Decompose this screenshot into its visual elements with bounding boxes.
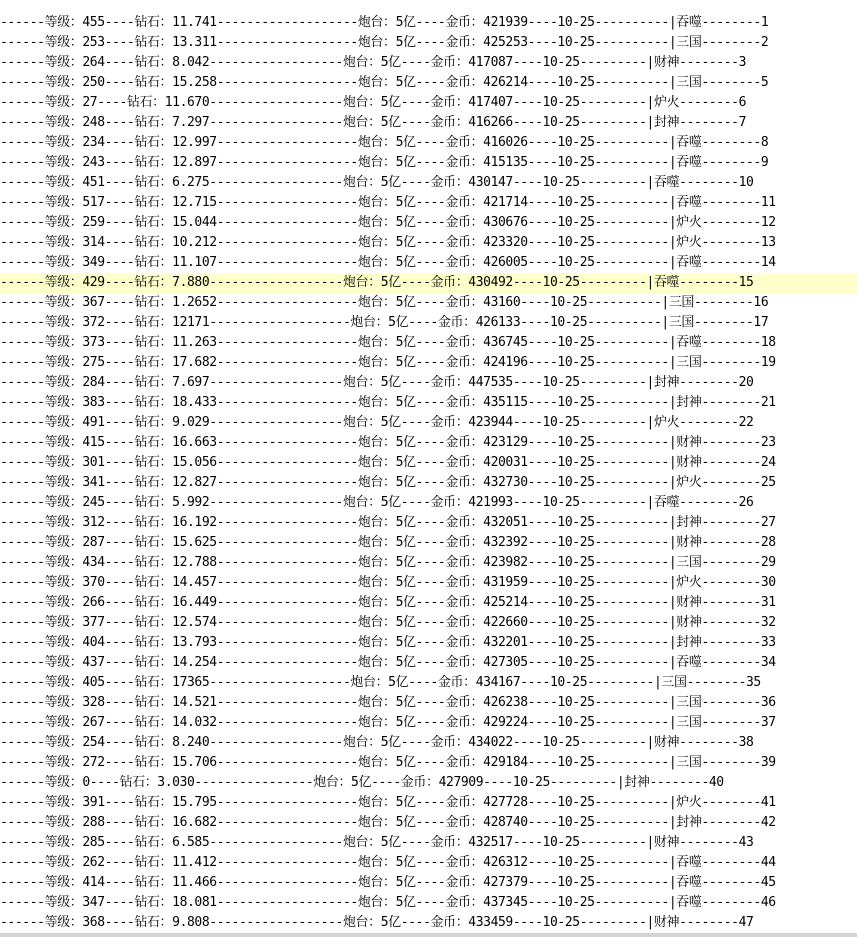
text-line-highlighted[interactable]: ------等级：429----钻石：7.880------------------炮台：5亿----金币：430492----10-25---------|吞噬--------15 [0,273,857,293]
text-line[interactable]: ------等级：455----钻石：11.741-------------------炮台：5亿----金币：421939----10-25----------|吞噬--------1 [0,15,769,30]
text-line[interactable]: ------等级：262----钻石：11.412-------------------炮台：5亿----金币：426312----10-25----------|吞噬--------44 [0,855,776,870]
text-line[interactable]: ------等级：373----钻石：11.263-------------------炮台：5亿----金币：436745----10-25----------|吞噬--------18 [0,335,776,350]
text-line[interactable]: ------等级：377----钻石：12.574-------------------炮台：5亿----金币：422660----10-25----------|财神--------32 [0,615,776,630]
text-document[interactable] [0,13,857,933]
text-line[interactable]: ------等级：254----钻石：8.240------------------炮台：5亿----金币：434022----10-25---------|财神--------38 [0,735,754,750]
text-line[interactable]: ------等级：383----钻石：18.433-------------------炮台：5亿----金币：435115----10-25----------|封神--------21 [0,395,776,410]
text-line[interactable]: ------等级：264----钻石：8.042------------------炮台：5亿----金币：417087----10-25---------|财神--------3 [0,55,747,70]
text-line[interactable]: ------等级：451----钻石：6.275------------------炮台：5亿----金币：430147----10-25---------|吞噬--------10 [0,175,754,190]
text-line[interactable]: ------等级：370----钻石：14.457-------------------炮台：5亿----金币：431959----10-25----------|炉火--------30 [0,575,776,590]
text-line[interactable]: ------等级：287----钻石：15.625-------------------炮台：5亿----金币：432392----10-25----------|财神--------28 [0,535,776,550]
text-line[interactable]: ------等级：301----钻石：15.056-------------------炮台：5亿----金币：420031----10-25----------|财神--------24 [0,455,776,470]
text-line[interactable]: ------等级：434----钻石：12.788-------------------炮台：5亿----金币：423982----10-25----------|三国--------29 [0,555,776,570]
text-line[interactable]: ------等级：288----钻石：16.682-------------------炮台：5亿----金币：428740----10-25----------|封神--------42 [0,815,776,830]
text-line[interactable]: ------等级：253----钻石：13.311-------------------炮台：5亿----金币：425253----10-25----------|三国--------2 [0,35,769,50]
text-line[interactable]: ------等级：349----钻石：11.107-------------------炮台：5亿----金币：426005----10-25----------|吞噬--------14 [0,255,776,270]
text-line[interactable]: ------等级：245----钻石：5.992------------------炮台：5亿----金币：421993----10-25---------|吞噬--------26 [0,495,754,510]
text-line[interactable]: ------等级：328----钻石：14.521-------------------炮台：5亿----金币：426238----10-25----------|三国--------36 [0,695,776,710]
text-line[interactable]: ------等级：284----钻石：7.697------------------炮台：5亿----金币：447535----10-25---------|封神--------20 [0,375,754,390]
text-line[interactable]: ------等级：404----钻石：13.793-------------------炮台：5亿----金币：432201----10-25----------|封神--------33 [0,635,776,650]
text-line[interactable]: ------等级：517----钻石：12.715-------------------炮台：5亿----金币：421714----10-25----------|吞噬--------11 [0,195,776,210]
text-line[interactable]: ------等级：0----钻石：3.030----------------炮台：5亿----金币：427909----10-25---------|封神--------40 [0,775,724,790]
text-line[interactable]: ------等级：272----钻石：15.706-------------------炮台：5亿----金币：429184----10-25----------|三国--------39 [0,755,776,770]
text-line[interactable]: ------等级：415----钻石：16.663-------------------炮台：5亿----金币：423129----10-25----------|财神--------23 [0,435,776,450]
text-line[interactable]: ------等级：27----钻石：11.670------------------炮台：5亿----金币：417407----10-25---------|炉火--------6 [0,95,747,110]
text-line[interactable]: ------等级：312----钻石：16.192-------------------炮台：5亿----金币：432051----10-25----------|封神--------27 [0,515,776,530]
text-line[interactable]: ------等级：250----钻石：15.258-------------------炮台：5亿----金币：426214----10-25----------|三国--------5 [0,75,769,90]
text-line[interactable]: ------等级：414----钻石：11.466-------------------炮台：5亿----金币：427379----10-25----------|吞噬--------45 [0,875,776,890]
text-line[interactable]: ------等级：243----钻石：12.897-------------------炮台：5亿----金币：415135----10-25----------|吞噬--------9 [0,155,769,170]
text-line[interactable]: ------等级：259----钻石：15.044-------------------炮台：5亿----金币：430676----10-25----------|炉火--------12 [0,215,776,230]
horizontal-scrollbar[interactable] [0,933,857,937]
text-line[interactable]: ------等级：347----钻石：18.081-------------------炮台：5亿----金币：437345----10-25----------|吞噬--------46 [0,895,776,910]
text-line[interactable]: ------等级：275----钻石：17.682-------------------炮台：5亿----金币：424196----10-25----------|三国--------19 [0,355,776,370]
text-line[interactable]: ------等级：234----钻石：12.997-------------------炮台：5亿----金币：416026----10-25----------|吞噬--------8 [0,135,769,150]
text-line[interactable]: ------等级：285----钻石：6.585------------------炮台：5亿----金币：432517----10-25---------|财神--------43 [0,835,754,850]
text-line[interactable]: ------等级：491----钻石：9.029------------------炮台：5亿----金币：423944----10-25---------|炉火--------22 [0,415,754,430]
text-line[interactable]: ------等级：266----钻石：16.449-------------------炮台：5亿----金币：425214----10-25----------|财神--------31 [0,595,776,610]
text-line[interactable]: ------等级：437----钻石：14.254-------------------炮台：5亿----金币：427305----10-25----------|吞噬--------34 [0,655,776,670]
text-line[interactable]: ------等级：391----钻石：15.795-------------------炮台：5亿----金币：427728----10-25----------|炉火--------41 [0,795,776,810]
text-line[interactable]: ------等级：267----钻石：14.032-------------------炮台：5亿----金币：429224----10-25----------|三国--------37 [0,715,776,730]
text-line[interactable]: ------等级：367----钻石：1.2652-------------------炮台：5亿----金币：43160----10-25----------|三国--------16 [0,295,769,310]
text-line[interactable]: ------等级：405----钻石：17365-------------------炮台：5亿----金币：434167----10-25---------|三国--------35 [0,675,761,690]
text-line[interactable]: ------等级：248----钻石：7.297------------------炮台：5亿----金币：416266----10-25---------|封神--------7 [0,115,747,130]
text-line[interactable]: ------等级：341----钻石：12.827-------------------炮台：5亿----金币：432730----10-25----------|炉火--------25 [0,475,776,490]
text-line[interactable]: ------等级：368----钻石：9.808------------------炮台：5亿----金币：433459----10-25---------|财神--------47 [0,915,754,930]
text-line[interactable]: ------等级：314----钻石：10.212-------------------炮台：5亿----金币：423320----10-25----------|炉火--------13 [0,235,776,250]
text-line[interactable]: ------等级：372----钻石：12171-------------------炮台：5亿----金币：426133----10-25----------|三国--------17 [0,315,769,330]
